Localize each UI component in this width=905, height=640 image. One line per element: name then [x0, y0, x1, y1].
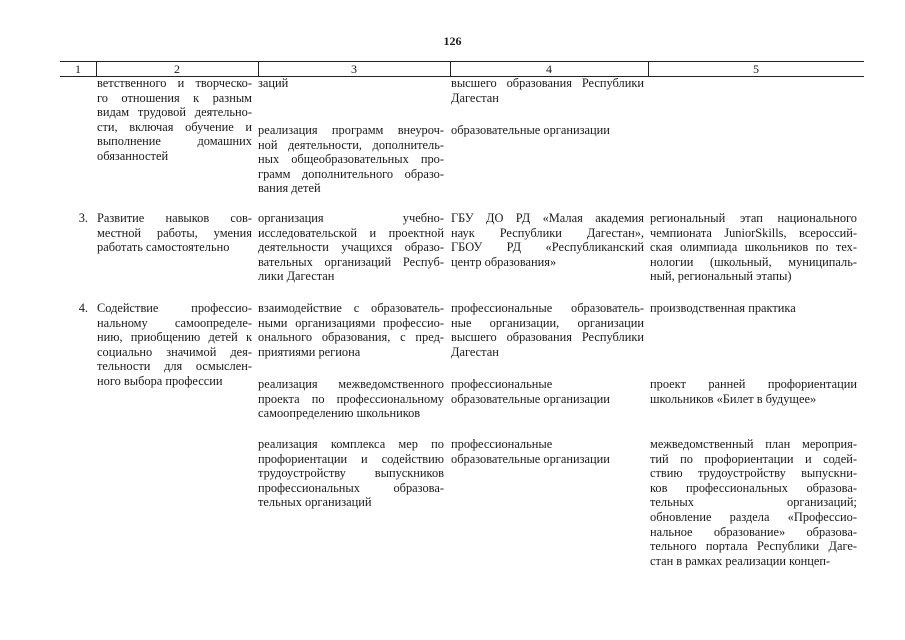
row-4-sub1-col4: [451, 301, 644, 359]
text-line: обязанностей: [97, 148, 169, 163]
text-line: чемпионата JuniorSkills, всероссий-: [650, 225, 857, 240]
text-line: Содействие профессио-: [97, 301, 252, 315]
row-continued-col4a: [451, 76, 644, 105]
text-line: обновление раздела «Профессио-: [650, 509, 857, 524]
text-line: реализация программ внеуроч-: [258, 123, 444, 137]
text-line: исследовательской и проектной: [258, 225, 444, 240]
row-4-sub3-col4: [451, 437, 644, 466]
text-line: деятельности учащихся образо-: [258, 240, 444, 255]
row-4-sub3-col3: [258, 437, 444, 510]
text-line: вания детей: [258, 181, 321, 196]
text-line: самоопределению школьников: [258, 406, 421, 421]
row-3-number: 3.: [78, 211, 88, 225]
text-line: высшего образования Республики: [451, 330, 644, 345]
text-line: проект ранней профориентации: [650, 377, 857, 391]
text-line: тельного портала Республики Даге-: [650, 539, 857, 554]
text-line: трудоустройству выпускников: [258, 466, 444, 481]
text-line: выполнение домашних: [97, 134, 252, 149]
text-line: школьников «Билет в будущее»: [650, 391, 817, 406]
row-3-col3: [258, 211, 444, 284]
text-line: ская олимпиада школьников по тех-: [650, 240, 857, 255]
text-line: Дагестан: [451, 344, 499, 359]
table-header: [60, 61, 864, 77]
text-line: образовательные организации: [451, 391, 610, 406]
row-4-col2: [97, 301, 252, 389]
column-header-1: 1: [75, 62, 81, 76]
text-line: профессиональные: [451, 437, 553, 451]
text-line: ГБУ ДО РД «Малая академия: [451, 211, 644, 225]
text-line: местной работы, умения: [97, 225, 252, 240]
text-line: высшего образования Республики: [451, 76, 644, 90]
row-continued-col3b: [258, 123, 444, 196]
row-4-sub2-col5: [650, 377, 857, 406]
text-line: тельных организаций: [258, 495, 372, 510]
column-header-2: 2: [174, 62, 180, 76]
text-line: межведомственный план мероприя-: [650, 437, 857, 451]
text-line: стан в рамках реализации концеп-: [650, 553, 831, 568]
text-line: профориентации и содействию: [258, 451, 444, 466]
text-line: проекта по профессиональному: [258, 391, 444, 406]
row-3-col4: [451, 211, 644, 269]
text-line: грамм дополнительного образо-: [258, 166, 444, 181]
row-continued-col2: [97, 76, 252, 164]
column-header-5: 5: [753, 62, 759, 76]
text-line: реализация комплекса мер по: [258, 437, 444, 451]
text-line: нальное образование» образова-: [650, 524, 857, 539]
text-line: производственная практика: [650, 301, 796, 315]
text-line: ГБОУ РД «Республиканский: [451, 240, 644, 255]
row-4-number: 4.: [78, 301, 88, 315]
text-line: лики Дагестан: [258, 269, 335, 284]
text-line: профессиональные: [451, 377, 553, 391]
page-number: 126: [443, 34, 462, 48]
text-line: ного выбора профессии: [97, 373, 223, 388]
column-header-3: 3: [351, 62, 357, 76]
text-line: образовательные организации: [451, 451, 610, 466]
text-line: профессиональных образова-: [258, 480, 444, 495]
row-continued-col3a: [258, 76, 444, 91]
text-line: ствию трудоустройству выпускни-: [650, 466, 857, 481]
text-line: реализация межведомственного: [258, 377, 444, 391]
text-line: Развитие навыков сов-: [97, 211, 252, 225]
row-continued-col4b: [451, 123, 644, 138]
text-line: региональный этап национального: [650, 211, 857, 225]
text-line: сти, включая обучение и: [97, 119, 252, 134]
text-line: взаимодействие с образователь-: [258, 301, 444, 315]
text-line: работать самостоятельно: [97, 240, 230, 255]
text-line: образовательные организации: [451, 123, 610, 137]
text-line: наук Республики Дагестан»,: [451, 225, 644, 240]
row-4-sub1-col5: [650, 301, 857, 316]
row-4-sub2-col3: [258, 377, 444, 421]
text-line: организация учебно-: [258, 211, 444, 225]
text-line: тельных организаций;: [650, 495, 857, 510]
text-line: ные организации, организации: [451, 315, 644, 330]
row-3-col2: [97, 211, 252, 255]
text-line: ными организациями профессио-: [258, 315, 444, 330]
column-header-4: 4: [546, 62, 552, 76]
text-line: нальному самоопределе-: [97, 315, 252, 330]
text-line: вательных организаций Респуб-: [258, 254, 444, 269]
text-line: профессиональные образователь-: [451, 301, 644, 315]
text-line: заций: [258, 76, 289, 90]
text-line: ных общеобразовательных про-: [258, 152, 444, 167]
row-4-sub3-col5: [650, 437, 857, 568]
row-3-col5: [650, 211, 857, 284]
text-line: ков профессиональных образова-: [650, 480, 857, 495]
text-line: видам трудовой деятельно-: [97, 105, 252, 120]
row-4-sub2-col4: [451, 377, 644, 406]
text-line: нию, приобщению детей к: [97, 330, 252, 345]
text-line: нологии (школьный, муниципаль-: [650, 254, 857, 269]
text-line: социально значимой дея-: [97, 344, 252, 359]
row-4-sub1-col3: [258, 301, 444, 359]
text-line: Дагестан: [451, 90, 499, 105]
text-line: го отношения к разным: [97, 90, 252, 105]
text-line: центр образования»: [451, 254, 557, 269]
text-line: ный, региональный этапы): [650, 269, 792, 284]
text-line: приятиями региона: [258, 344, 361, 359]
text-line: ной деятельности, дополнитель-: [258, 137, 444, 152]
text-line: ветственного и творческо-: [97, 76, 252, 90]
text-line: тий по профориентации и содей-: [650, 451, 857, 466]
text-line: тельности для осмыслен-: [97, 359, 252, 374]
text-line: онального образования, с пред-: [258, 330, 444, 345]
